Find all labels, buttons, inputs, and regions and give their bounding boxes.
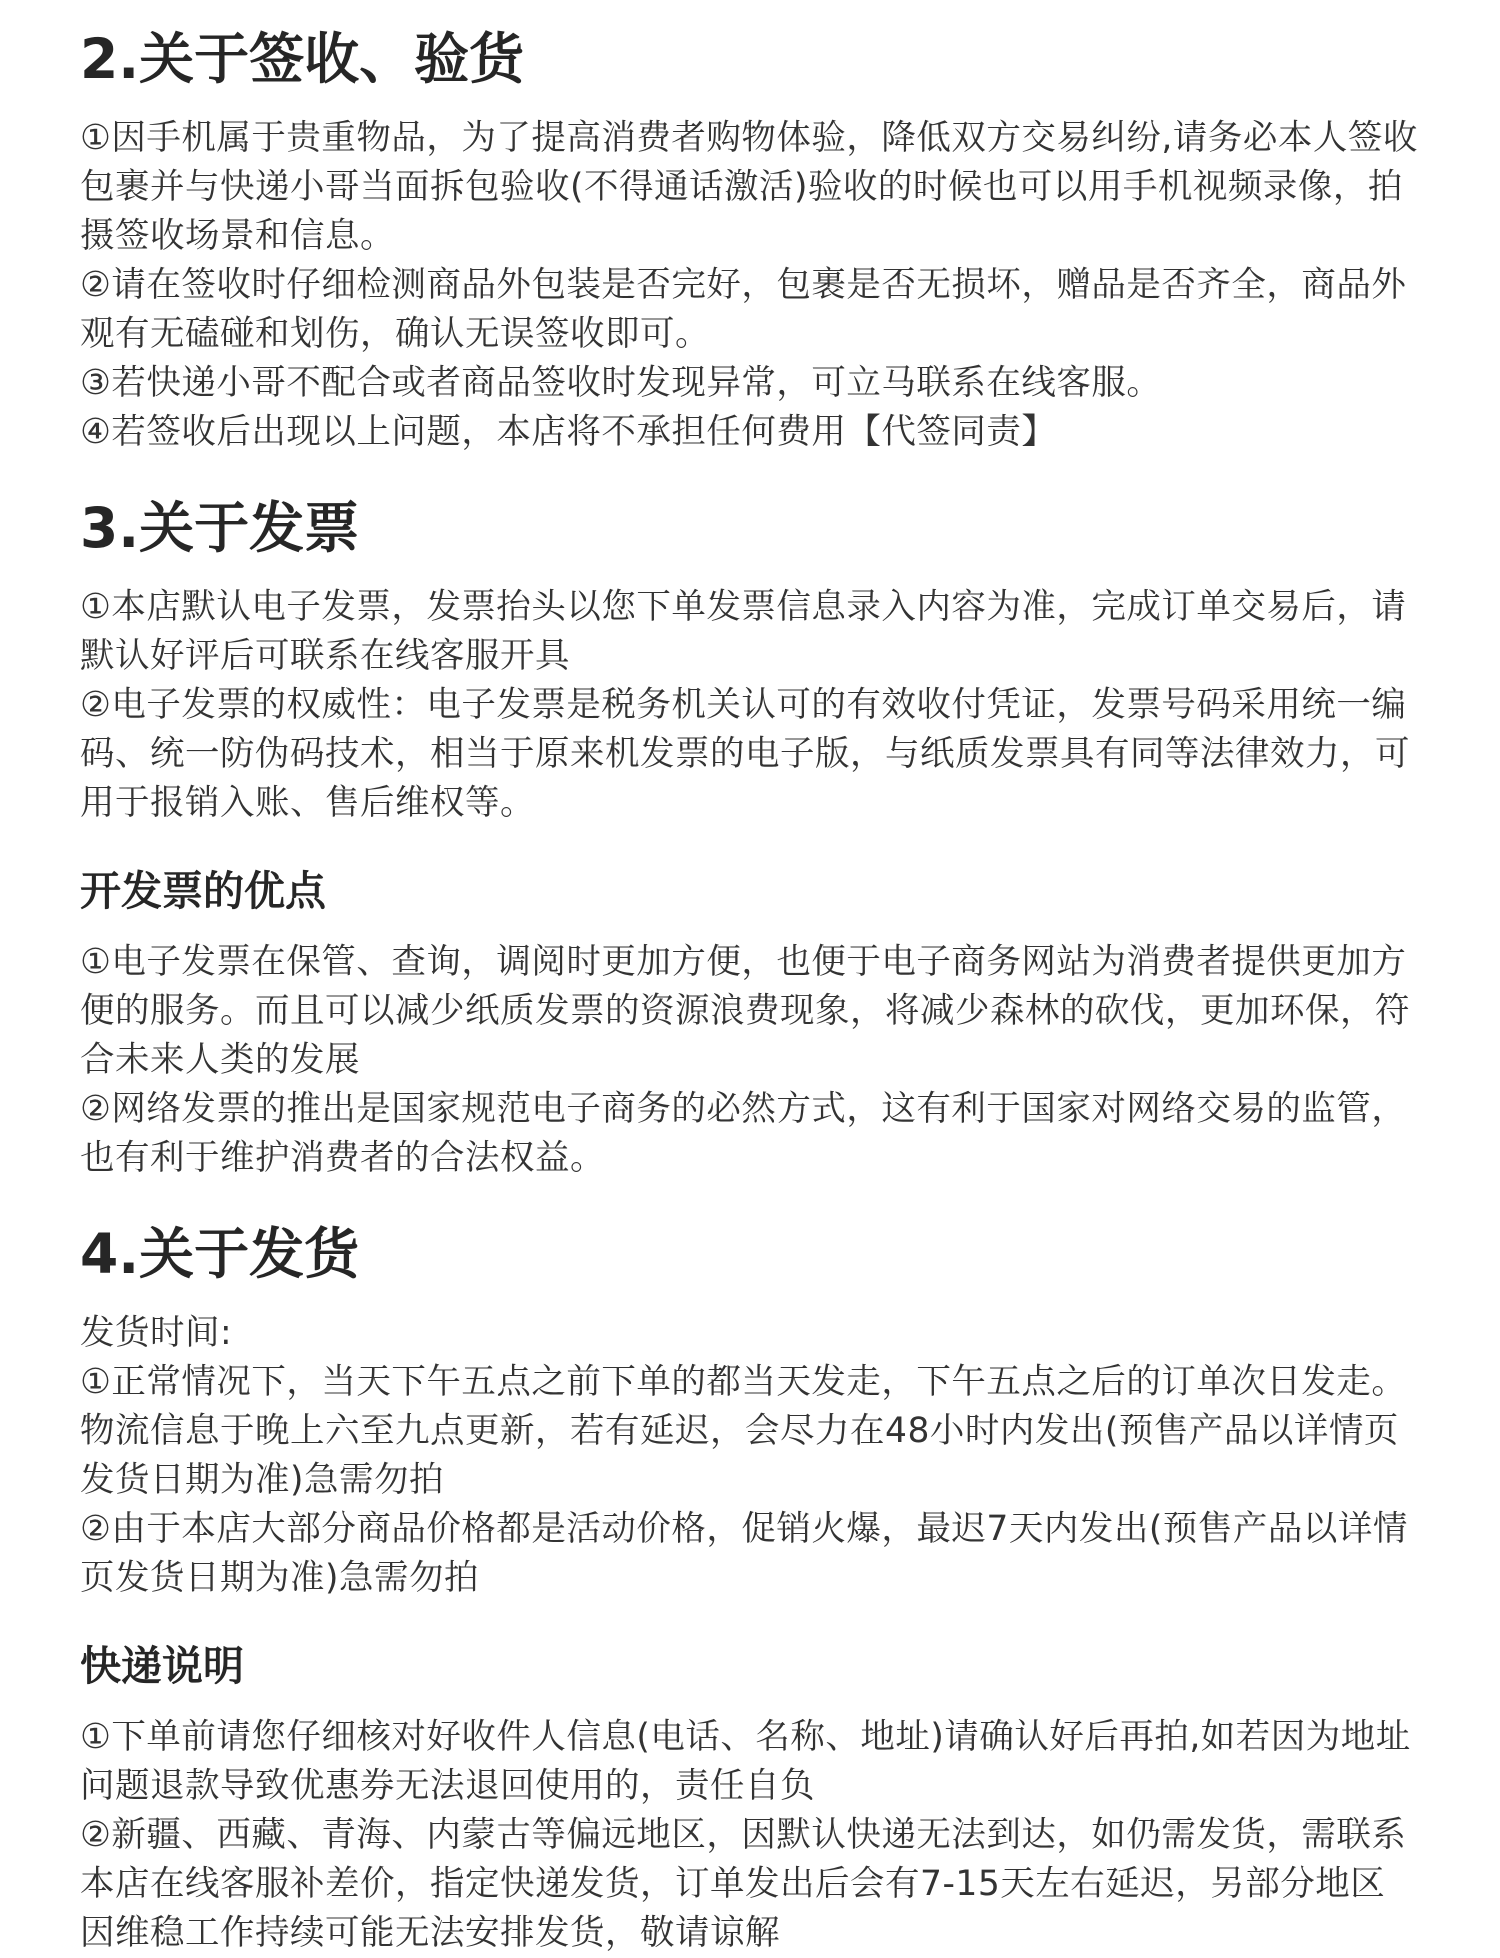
receipt-paragraph-2: ②请在签收时仔细检测商品外包装是否完好，包裹是否无损坏，赠品是否齐全，商品外观有无磕碰和划伤，确认无误签收即可。 xyxy=(80,265,1407,354)
section-title-courier-notes: 快递说明 xyxy=(80,1642,244,1690)
advantages-paragraph-1: ①电子发票在保管、查询，调阅时更加方便，也便于电子商务网站为消费者提供更加方便的服务。而且可以减少纸质发票的资源浪费现象，将减少森林的砍伐，更加环保，符合未来人类的发展 xyxy=(80,942,1410,1080)
receipt-paragraph-1: ①因手机属于贵重物品，为了提高消费者购物体验，降低双方交易纠纷,请务必本人签收包裹并与快递小哥当面拆包验收(不得通话激活)验收的时候也可以用手机视频录像，拍摄签收场景和信息。 xyxy=(80,118,1418,256)
receipt-paragraph-4: ④若签收后出现以上问题，本店将不承担任何费用【代签同责】 xyxy=(80,412,1057,452)
document-content xyxy=(80,18,1420,1958)
section-title-receipt-inspection: 2.关于签收、验货 xyxy=(80,27,525,91)
invoice-paragraph-2: ②电子发票的权威性：电子发票是税务机关认可的有效收付凭证，发票号码采用统一编码、统一防伪码技术，相当于原来机发票的电子版，与纸质发票具有同等法律效力，可用于报销入账、售后维权等。 xyxy=(80,685,1410,823)
invoice-paragraph-1: ①本店默认电子发票，发票抬头以您下单发票信息录入内容为准，完成订单交易后，请默认好评后可联系在线客服开具 xyxy=(80,587,1407,676)
shipping-paragraph-1: ①正常情况下，当天下午五点之前下单的都当天发走，下午五点之后的订单次日发走。物流信息于晚上六至九点更新，若有延迟，会尽力在48小时内发出(预售产品以详情页发货日期为准)急需勿拍 xyxy=(80,1362,1407,1500)
receipt-paragraph-3: ③若快递小哥不配合或者商品签收时发现异常，可立马联系在线客服。 xyxy=(80,363,1162,403)
courier-paragraph-1: ①下单前请您仔细核对好收件人信息(电话、名称、地址)请确认好后再拍,如若因为地址问题退款导致优惠券无法退回使用的，责任自负 xyxy=(80,1717,1411,1806)
shipping-paragraph-2: ②由于本店大部分商品价格都是活动价格，促销火爆，最迟7天内发出(预售产品以详情页发货日期为准)急需勿拍 xyxy=(80,1509,1408,1598)
section-title-shipping: 4.关于发货 xyxy=(80,1222,360,1286)
courier-paragraph-2: ②新疆、西藏、青海、内蒙古等偏远地区，因默认快递无法到达，如仍需发货，需联系本店在线客服补差价，指定快递发货，订单发出后会有7-15天左右延迟，另部分地区因维稳工作持续可能无法安排发货，敬请谅解 xyxy=(80,1815,1407,1953)
shipping-time-label: 发货时间: xyxy=(80,1313,233,1353)
section-title-invoice-advantages: 开发票的优点 xyxy=(80,867,326,915)
advantages-paragraph-2: ②网络发票的推出是国家规范电子商务的必然方式，这有利于国家对网络交易的监管，也有利于维护消费者的合法权益。 xyxy=(80,1089,1407,1178)
section-title-invoice: 3.关于发票 xyxy=(80,496,360,560)
